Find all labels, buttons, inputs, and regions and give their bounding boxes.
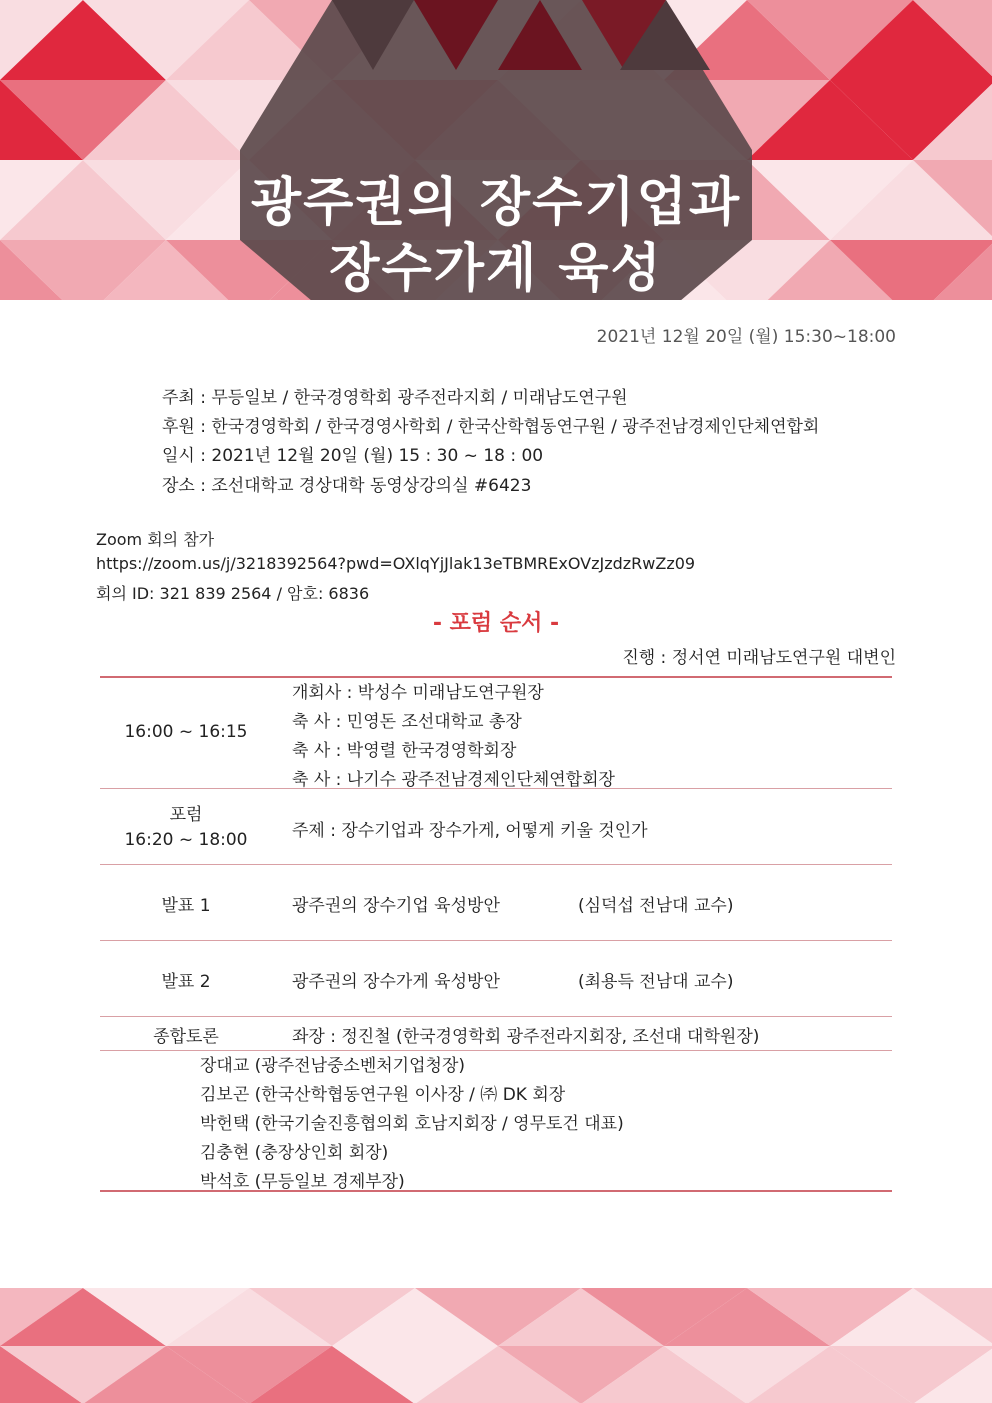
datetime-line: 일시 : 2021년 12월 20일 (월) 15 : 30 ~ 18 : 00 [162,446,544,466]
moderator-line: 진행 : 정서연 미래남도연구원 대변인 [622,648,896,668]
opening-line-2: 축 사 : 민영돈 조선대학교 총장 [292,712,522,732]
talk-1-label: 발표 1 [161,896,211,916]
discussion-label: 종합토론 [153,1027,219,1047]
forum-label: 포럼 [169,805,203,825]
panelist-2: 김보곤 (한국산학협동연구원 이사장 / ㈜ DK 회장 [200,1085,566,1105]
page-title-line-1: 광주권의 장수기업과 [250,173,742,233]
panelist-1: 장대교 (광주전남중소벤처기업청장) [200,1056,465,1076]
panelist-4: 김충현 (충장상인회 회장) [200,1143,389,1163]
forum-theme: 주제 : 장수기업과 장수가게, 어떻게 키울 것인가 [292,821,648,841]
talk-2-label: 발표 2 [161,972,211,992]
talk-2-speaker: (최용득 전남대 교수) [578,972,734,992]
talk-2-title: 광주권의 장수가게 육성방안 [292,972,500,992]
zoom-url-link[interactable]: https://zoom.us/j/3218392564?pwd=OXlqYjJlak13eTBMRExOVzJzdzRwZz09 [96,554,696,573]
page-title-line-2: 장수가게 육성 [329,239,663,299]
forum-time: 16:20 ~ 18:00 [124,830,248,850]
opening-time: 16:00 ~ 16:15 [124,722,248,742]
talk-1-title: 광주권의 장수기업 육성방안 [292,896,500,916]
row-divider [100,1016,892,1017]
zoom-meeting-id: 회의 ID: 321 839 2564 / 암호: 6836 [96,584,370,603]
talk-1-speaker: (심덕섭 전남대 교수) [578,896,734,916]
panelist-5: 박석호 (무등일보 경제부장) [200,1172,405,1192]
row-divider [100,864,892,865]
table-bottom-rule [100,1190,892,1192]
discussion-chair: 좌장 : 정진철 (한국경영학회 광주전라지회장, 조선대 대학원장) [292,1027,760,1047]
program-title: - 포럼 순서 - [432,611,560,636]
panelist-3: 박헌택 (한국기술진흥협의회 호남지회장 / 영무토건 대표) [200,1114,624,1134]
sponsor-line: 후원 : 한국경영학회 / 한국경영사학회 / 한국산학협동연구원 / 광주전남경제인단체연합회 [162,417,820,437]
opening-line-1: 개회사 : 박성수 미래남도연구원장 [292,683,544,703]
footer-triangle-pattern [0,1288,992,1403]
row-divider [100,788,892,789]
organizer-line: 주최 : 무등일보 / 한국경영학회 광주전라지회 / 미래남도연구원 [162,388,628,408]
venue-line: 장소 : 조선대학교 경상대학 동영상강의실 #6423 [162,476,532,496]
opening-line-4: 축 사 : 나기수 광주전남경제인단체연합회장 [292,770,615,790]
event-date: 2021년 12월 20일 (월) 15:30~18:00 [596,327,896,347]
zoom-heading: Zoom 회의 참가 [96,530,215,549]
opening-line-3: 축 사 : 박영렬 한국경영학회장 [292,741,517,761]
row-divider [100,940,892,941]
